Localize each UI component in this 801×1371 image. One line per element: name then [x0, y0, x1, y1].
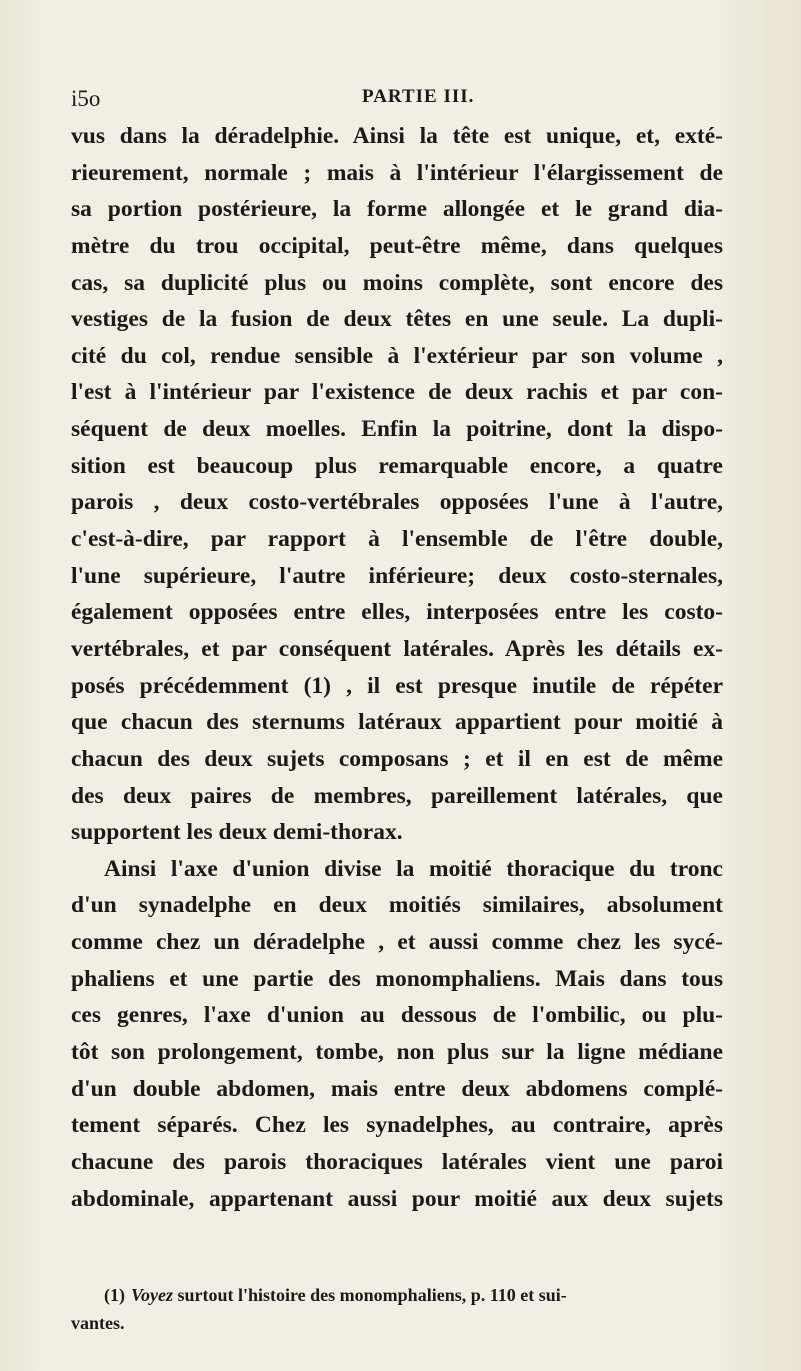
text-line: également opposées entre elles, interposées entre les costo-	[71, 599, 723, 626]
text-line: vus dans la déradelphie. Ainsi la tête est unique, et, exté-	[71, 123, 723, 149]
text-line: posés précédemment (1) , il est presque inutile de répéter	[71, 672, 723, 699]
text-line: tôt son prolongement, tombe, non plus sur la ligne médiane	[71, 1039, 723, 1066]
text-line: l'est à l'intérieur par l'existence de deux rachis et par con-	[71, 379, 723, 406]
text-line: supportent les deux demi-thorax.	[71, 819, 403, 846]
text-line: que chacun des sternums latéraux appartient pour moitié à	[71, 709, 723, 736]
text-line: tement séparés. Chez les synadelphes, au contraire, après	[71, 1112, 723, 1139]
text-line: d'un double abdomen, mais entre deux abdomens complé-	[71, 1075, 723, 1102]
text-line: comme chez un déradelphe , et aussi comme chez les sycé-	[71, 929, 723, 956]
text-line: sition est beaucoup plus remarquable encore, a quatre	[71, 452, 723, 479]
footnote	[71, 1281, 723, 1337]
running-head: PARTIE III.	[362, 86, 475, 107]
text-line: l'une supérieure, l'autre inférieure; deux costo-sternales,	[71, 562, 723, 589]
text-line: vertébrales, et par conséquent latérales. Après les détails ex-	[71, 635, 723, 662]
text-line: vestiges de la fusion de deux têtes en une seule. La dupli-	[71, 306, 723, 333]
text-line: Ainsi l'axe d'union divise la moitié thoracique du tronc	[104, 855, 723, 882]
page-number: i5o	[71, 86, 101, 111]
text-line: séquent de deux moelles. Enfin la poitrine, dont la dispo-	[71, 416, 723, 443]
footnote-line	[71, 1281, 723, 1309]
text-line: chacun des deux sujets composans ; et il en est de même	[71, 745, 723, 772]
text-line: chacune des parois thoraciques latérales vient une paroi	[71, 1148, 723, 1175]
text-line: des deux paires de membres, pareillement latérales, que	[71, 782, 723, 809]
footnote-text: surtout l'histoire des monomphaliens, p. 110 et sui-	[177, 1285, 567, 1305]
page-header	[71, 86, 691, 112]
text-line: sa portion postérieure, la forme allongée et le grand dia-	[71, 196, 723, 223]
footnote-line: vantes.	[71, 1313, 125, 1333]
text-line: d'un synadelphe en deux moitiés similaires, absolument	[71, 892, 723, 919]
text-line: phaliens et une partie des monomphaliens. Mais dans tous	[71, 965, 723, 992]
text-line: abdominale, appartenant aussi pour moitié aux deux sujets	[71, 1185, 723, 1212]
text-line: parois , deux costo-vertébrales opposées l'une à l'autre,	[71, 489, 723, 516]
text-line: c'est-à-dire, par rapport à l'ensemble de l'être double,	[71, 526, 723, 553]
text-line: ces genres, l'axe d'union au dessous de l'ombilic, ou plu-	[71, 1002, 723, 1029]
text-line: cité du col, rendue sensible à l'extérieur par son volume ,	[71, 342, 723, 369]
footnote-italic-word: Voyez	[131, 1285, 173, 1305]
body-text	[71, 118, 723, 1217]
text-line: rieurement, normale ; mais à l'intérieur l'élargissement de	[71, 159, 723, 186]
text-line: mètre du trou occipital, peut-être même, dans quelques	[71, 232, 723, 259]
text-line: cas, sa duplicité plus ou moins complète, sont encore des	[71, 269, 723, 296]
footnote-marker: (1)	[104, 1285, 125, 1305]
